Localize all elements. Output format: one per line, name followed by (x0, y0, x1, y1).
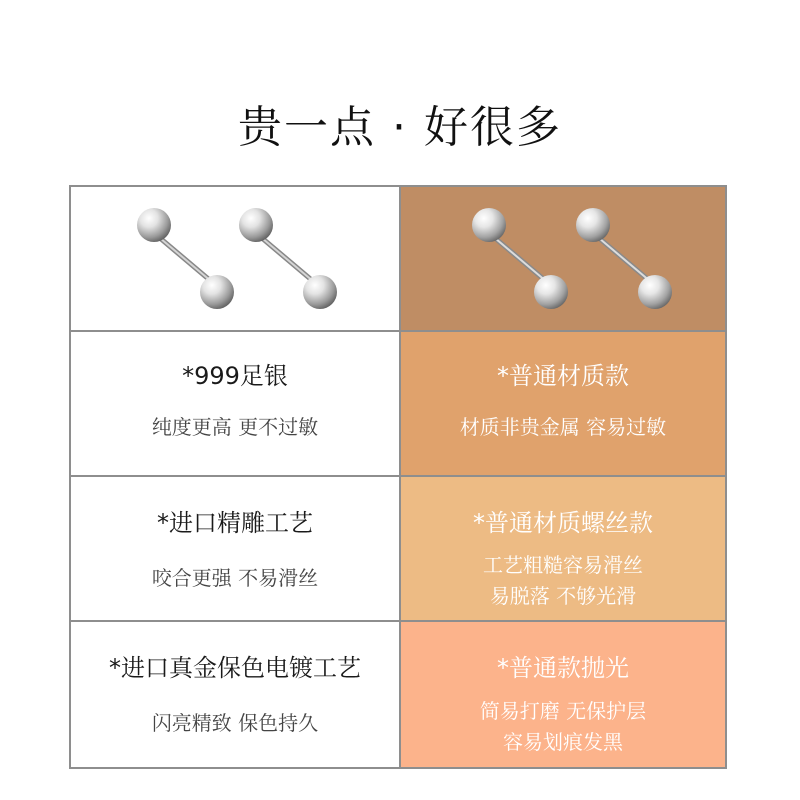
right-earring-image-cell (401, 187, 725, 330)
left-feature-plating (71, 622, 399, 767)
earring-right-2 (576, 208, 672, 309)
feature-heading: *999足银 (182, 362, 288, 390)
earring-left-1 (137, 208, 234, 309)
ordinary-ball-earrings-image (401, 187, 725, 330)
feature-description: 闪亮精致 保色持久 (151, 711, 319, 735)
feature-description: 纯度更高 更不过敏 (151, 415, 319, 439)
feature-heading: *普通款抛光 (497, 654, 629, 682)
feature-description-line-2: 易脱落 不够光滑 (489, 584, 637, 608)
left-earring-image-cell (71, 187, 399, 330)
silver-ball-earrings-image (71, 187, 399, 330)
feature-heading: *普通材质螺丝款 (473, 509, 653, 537)
left-feature-craft (71, 477, 399, 620)
right-feature-plating (401, 622, 725, 767)
feature-heading: *普通材质款 (497, 362, 629, 390)
page-title: 贵一点 · 好很多 (238, 102, 562, 153)
feature-description-line-1: 工艺粗糙容易滑丝 (483, 553, 643, 577)
feature-description-line-2: 容易划痕发黑 (503, 730, 623, 754)
feature-heading: *进口真金保色电镀工艺 (109, 654, 361, 682)
feature-description: 材质非贵金属 容易过敏 (459, 415, 667, 439)
earring-right-1 (472, 208, 568, 309)
earring-left-2 (239, 208, 337, 309)
comparison-table (69, 185, 727, 769)
feature-heading: *进口精雕工艺 (157, 509, 313, 537)
feature-description-line-1: 简易打磨 无保护层 (479, 699, 647, 723)
feature-description: 咬合更强 不易滑丝 (151, 566, 319, 590)
right-feature-material (401, 332, 725, 475)
right-feature-craft (401, 477, 725, 620)
left-feature-material (71, 332, 399, 475)
